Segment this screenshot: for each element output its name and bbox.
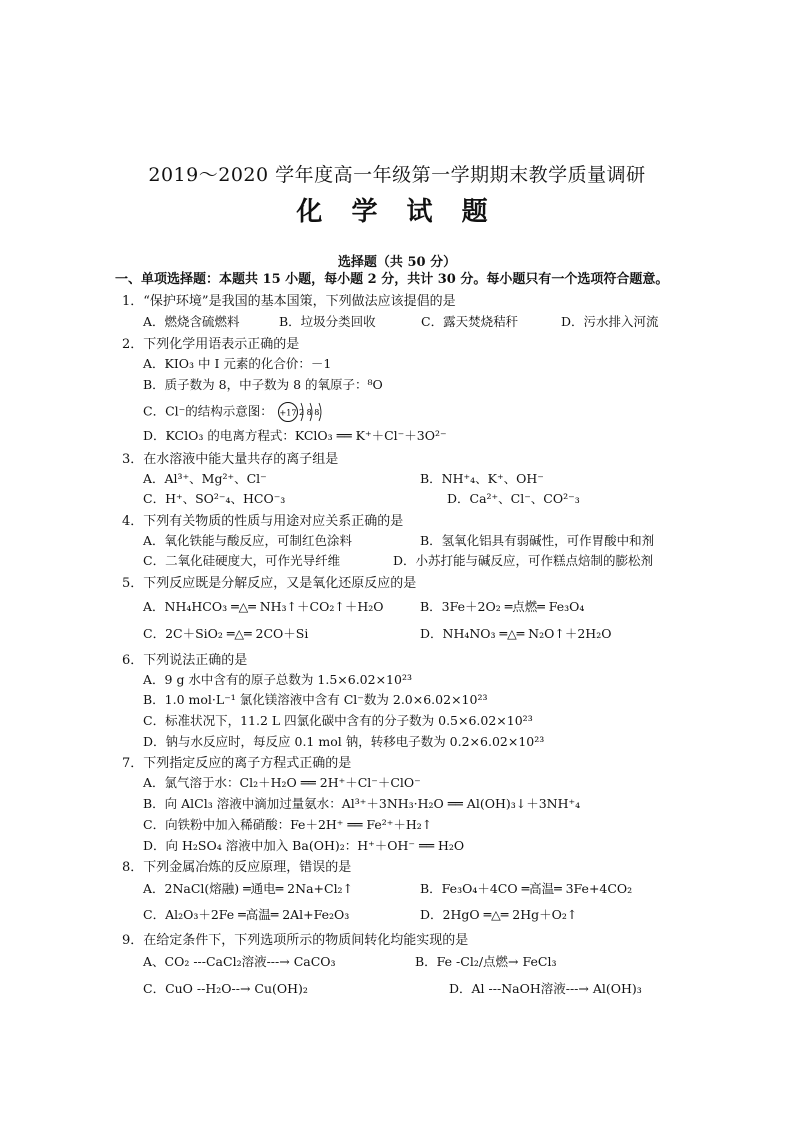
question-8-option-d: D．2HgO ═△═ 2Hg＋O₂↑	[420, 907, 578, 922]
question-7-stem: 7．下列指定反应的离子方程式正确的是	[122, 756, 352, 771]
question-5-stem: 5．下列反应既是分解反应，又是氧化还原反应的是	[122, 576, 417, 591]
question-4-option-c: C．二氧化硅硬度大，可作光导纤维	[143, 553, 341, 568]
question-5-option-d: D．NH₄NO₃ ═△═ N₂O↑＋2H₂O	[420, 626, 612, 641]
question-5-option-b: B．3Fe＋2O₂ ═点燃═ Fe₃O₄	[420, 599, 585, 614]
shell-electron-counts: 2 8 8	[298, 408, 320, 417]
question-8-option-b: B．Fe₃O₄＋4CO ═高温═ 3Fe+4CO₂	[420, 881, 633, 896]
question-8-option-a: A．2NaCl(熔融) ═通电═ 2Na+Cl₂↑	[143, 881, 354, 896]
question-7-option-b: B．向 AlCl₃ 溶液中滴加过量氨水：Al³⁺＋3NH₃·H₂O ══ Al(OH)₃↓＋3NH⁺₄	[143, 796, 581, 811]
question-2-option-d: D．KClO₃ 的电离方程式：KClO₃ ══ K⁺＋Cl⁻＋3O²⁻	[143, 428, 447, 443]
nucleus-charge: +17	[279, 408, 297, 418]
question-2-stem: 2．下列化学用语表示正确的是	[122, 337, 300, 352]
page-subtitle: 化 学 试 题	[296, 197, 498, 227]
question-9-stem: 9．在给定条件下，下列选项所示的物质间转化均能实现的是	[122, 933, 469, 948]
section-instruction: 一、单项选择题：本题共 15 小题，每小题 2 分，共计 30 分。每小题只有一个选项符合题意。	[115, 272, 669, 287]
chloride-ion-structure-diagram	[277, 400, 337, 424]
question-2-option-b: B．质子数为 8，中子数为 8 的氧原子：⁸O	[143, 377, 383, 392]
question-3-option-a: A．Al³⁺、Mg²⁺、Cl⁻	[143, 471, 267, 486]
question-5-option-a: A．NH₄HCO₃ ═△═ NH₃↑＋CO₂↑＋H₂O	[143, 599, 384, 614]
question-8-stem: 8．下列金属冶炼的反应原理，错误的是	[122, 860, 352, 875]
question-4-stem: 4．下列有关物质的性质与用途对应关系正确的是	[122, 514, 404, 529]
question-5-option-c: C．2C＋SiO₂ ═△═ 2CO＋Si	[143, 626, 309, 641]
question-1-option-c: C．露天焚烧秸秆	[421, 314, 519, 329]
question-1-stem: 1．“保护环境”是我国的基本国策，下列做法应该提倡的是	[122, 294, 456, 309]
question-2-option-c	[143, 400, 337, 424]
question-3-stem: 3．在水溶液中能大量共存的离子组是	[122, 452, 339, 467]
section-heading: 选择题（共 50 分）	[337, 255, 457, 270]
question-6-option-a: A．9 g 水中含有的原子总数为 1.5×6.02×10²³	[143, 672, 412, 687]
question-9-option-c: C．CuO ‑‑H₂O‑‑→ Cu(OH)₂	[143, 981, 308, 996]
question-7-option-a: A．氯气溶于水：Cl₂＋H₂O ══ 2H⁺＋Cl⁻＋ClO⁻	[143, 775, 421, 790]
question-6-stem: 6．下列说法正确的是	[122, 653, 248, 668]
question-1-option-b: B．垃圾分类回收	[279, 314, 376, 329]
question-4-option-a: A．氧化铁能与酸反应，可制红色涂料	[143, 533, 353, 548]
question-6-option-b: B．1.0 mol·L⁻¹ 氯化镁溶液中含有 Cl⁻数为 2.0×6.02×10²³	[143, 692, 488, 707]
question-9-option-b: B．Fe ‑Cl₂/点燃→ FeCl₃	[415, 954, 557, 969]
question-6-option-d: D．钠与水反应时，每反应 0.1 mol 钠，转移电子数为 0.2×6.02×10²³	[143, 734, 545, 749]
question-1-option-d: D．污水排入河流	[561, 314, 659, 329]
question-3-option-b: B．NH⁺₄、K⁺、OH⁻	[420, 471, 544, 486]
question-6-option-c: C．标准状况下，11.2 L 四氯化碳中含有的分子数为 0.5×6.02×10²³	[143, 713, 533, 728]
question-4-option-b: B．氢氧化铝具有弱碱性，可作胃酸中和剂	[420, 533, 655, 548]
question-9-option-d: D．Al ‑‑‑NaOH溶液‑‑‑→ Al(OH)₃	[449, 981, 642, 996]
question-2-option-a: A．KIO₃ 中 I 元素的化合价：－1	[143, 356, 332, 371]
page-title: 2019～2020 学年度高一年级第一学期期末教学质量调研	[148, 164, 646, 186]
question-9-option-a: A、CO₂ ‑‑‑CaCl₂溶液‑‑‑→ CaCO₃	[143, 954, 336, 969]
question-2-option-c-text: C．Cl⁻的结构示意图：	[143, 403, 273, 419]
question-7-option-c: C．向铁粉中加入稀硝酸：Fe＋2H⁺ ══ Fe²⁺＋H₂↑	[143, 817, 433, 832]
question-3-option-c: C．H⁺、SO²⁻₄、HCO⁻₃	[143, 491, 286, 506]
question-1-option-a: A．燃烧含硫燃料	[143, 314, 240, 329]
question-8-option-c: C．Al₂O₃＋2Fe ═高温═ 2Al+Fe₂O₃	[143, 907, 350, 922]
question-7-option-d: D．向 H₂SO₄ 溶液中加入 Ba(OH)₂：H⁺＋OH⁻ ══ H₂O	[143, 838, 465, 853]
question-4-option-d: D．小苏打能与碱反应，可作糕点焙制的膨松剂	[393, 553, 654, 568]
question-3-option-d: D．Ca²⁺、Cl⁻、CO²⁻₃	[447, 491, 580, 506]
